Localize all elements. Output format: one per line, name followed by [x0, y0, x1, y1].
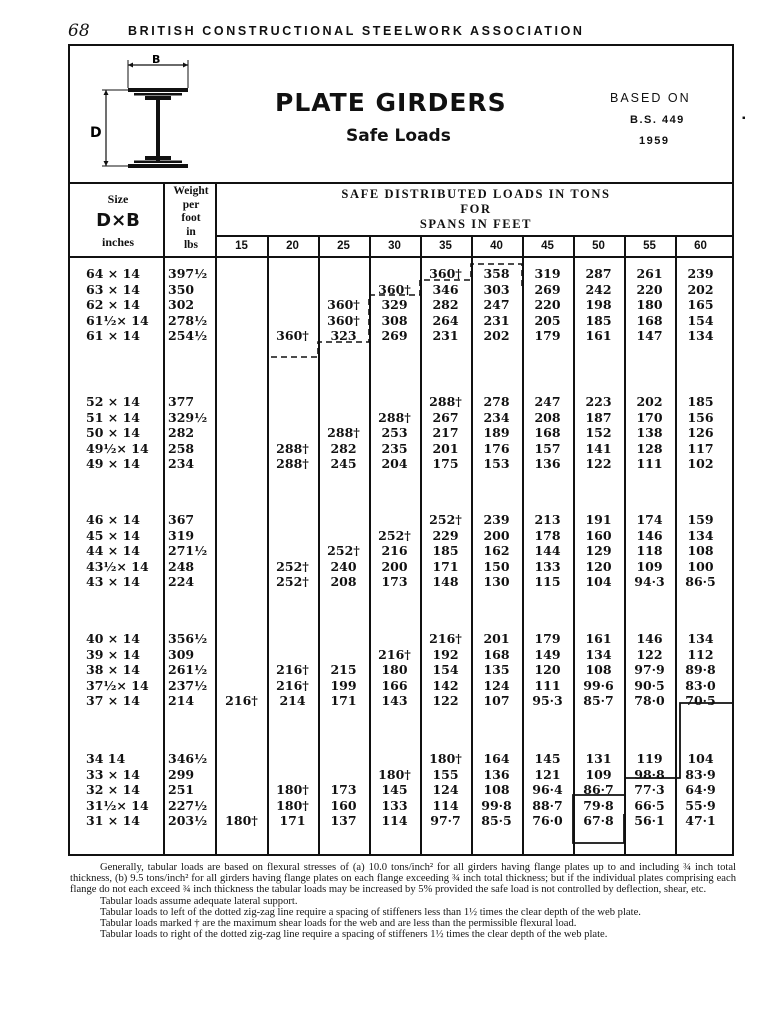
- safe-load-value: 171: [432, 558, 459, 574]
- girder-weight: 319: [168, 527, 195, 543]
- weight-loads-divider: [215, 182, 217, 854]
- size-units-header: inches: [101, 235, 134, 249]
- safe-load-value: 120: [585, 558, 612, 574]
- safe-load-value: 216†: [225, 693, 258, 708]
- publisher-heading: BRITISH CONSTRUCTIONAL STEELWORK ASSOCIATION: [128, 24, 585, 38]
- safe-load-value: 129: [585, 543, 612, 558]
- safe-load-value: 308: [381, 312, 408, 328]
- safe-load-value: 126: [687, 425, 714, 440]
- span-heading: 25: [337, 240, 350, 252]
- span-heading: 60: [694, 240, 707, 252]
- figure-label-b: B: [152, 53, 161, 66]
- safe-load-value: 97·9: [634, 662, 665, 677]
- safe-load-value: 240: [330, 558, 357, 574]
- girder-weight: 346½: [168, 751, 208, 766]
- safe-load-value: 208: [330, 574, 357, 589]
- safe-load-value: 288†: [378, 409, 411, 425]
- safe-load-value: 161: [585, 631, 612, 646]
- standard-year: 1959: [639, 135, 670, 147]
- girder-size: 46 × 14: [86, 512, 140, 527]
- safe-load-value: 288†: [327, 425, 360, 440]
- safe-load-value: 118: [636, 543, 663, 558]
- safe-load-value: 124: [432, 782, 459, 797]
- safe-load-value: 288†: [276, 440, 309, 456]
- span-heading: 30: [388, 240, 401, 252]
- girder-size: 32 × 14: [86, 782, 140, 797]
- safe-load-value: 329: [381, 297, 408, 312]
- safe-loads-header-for: FOR: [460, 202, 492, 216]
- girder-size: 31 × 14: [86, 813, 140, 828]
- safe-load-value: 360†: [327, 312, 360, 328]
- safe-load-value: 115: [534, 574, 561, 589]
- safe-load-value: 242: [585, 281, 612, 297]
- safe-load-value: 198: [585, 297, 612, 312]
- girder-size: 50 × 14: [86, 425, 140, 440]
- safe-load-value: 360†: [429, 266, 462, 281]
- safe-load-value: 83·9: [685, 766, 716, 782]
- safe-load-value: 108: [585, 662, 612, 677]
- safe-load-value: 67·8: [583, 813, 614, 828]
- safe-load-value: 155: [432, 766, 459, 782]
- girder-weight: 227½: [168, 797, 208, 813]
- safe-load-value: 168: [636, 312, 663, 328]
- safe-load-value: 150: [483, 558, 510, 574]
- safe-load-value: 64·9: [685, 782, 716, 797]
- safe-load-value: 86·7: [583, 782, 614, 797]
- girder-size: 34 14: [86, 751, 126, 766]
- figure-label-d: D: [90, 125, 102, 141]
- safe-load-value: 282: [432, 297, 459, 312]
- safe-load-value: 89·8: [685, 662, 716, 677]
- safe-load-value: 154: [687, 312, 714, 328]
- safe-load-value: 124: [483, 677, 510, 693]
- safe-load-value: 231: [483, 312, 510, 328]
- safe-load-value: 287: [585, 266, 612, 281]
- safe-load-value: 111: [534, 677, 561, 693]
- girder-size: 39 × 14: [86, 646, 140, 662]
- weight-header-line: foot: [181, 212, 201, 224]
- safe-load-value: 168: [483, 646, 510, 662]
- safe-load-value: 229: [432, 527, 459, 543]
- safe-load-value: 120: [534, 662, 561, 677]
- safe-load-value: 94·3: [634, 574, 665, 589]
- footnote-paragraph: Tabular loads to left of the dotted zig-zag line require a spacing of stiffeners less than 1½ times the clear depth of the web plate.: [100, 906, 641, 918]
- safe-load-value: 216: [381, 543, 408, 558]
- safe-load-value: 231: [432, 328, 459, 343]
- girder-weight: 258: [168, 440, 195, 456]
- safe-load-value: 156: [687, 409, 714, 425]
- safe-load-value: 160: [330, 797, 357, 813]
- safe-load-value: 159: [687, 512, 714, 527]
- safe-load-value: 205: [534, 312, 561, 328]
- safe-load-value: 282: [330, 440, 357, 456]
- safe-load-value: 76·0: [532, 813, 563, 828]
- safe-load-value: 180†: [276, 797, 309, 813]
- span-heading: 15: [235, 240, 248, 252]
- size-weight-divider: [163, 182, 165, 854]
- safe-load-value: 122: [636, 646, 663, 662]
- girder-size: 49½× 14: [86, 440, 149, 456]
- document-subtitle: Safe Loads: [346, 126, 451, 146]
- safe-load-value: 70·5: [685, 693, 716, 708]
- safe-load-value: 214: [279, 693, 306, 708]
- girder-weight: 367: [168, 512, 195, 527]
- safe-load-value: 191: [585, 512, 612, 527]
- safe-load-value: 102: [687, 456, 714, 471]
- safe-load-value: 147: [636, 328, 663, 343]
- safe-load-value: 278: [483, 394, 510, 409]
- girder-size: 61 × 14: [86, 328, 140, 343]
- safe-load-value: 135: [483, 662, 510, 677]
- safe-load-value: 98·8: [634, 766, 665, 782]
- girder-weight: 309: [168, 646, 195, 662]
- safe-load-value: 128: [636, 440, 663, 456]
- safe-load-value: 180†: [225, 813, 258, 828]
- safe-load-value: 141: [585, 440, 612, 456]
- safe-load-value: 78·0: [634, 693, 665, 708]
- safe-load-value: 95·3: [532, 693, 563, 708]
- safe-load-value: 99·6: [583, 677, 614, 693]
- safe-load-value: 111: [636, 456, 663, 471]
- safe-load-value: 220: [534, 297, 561, 312]
- safe-load-value: 360†: [378, 281, 411, 297]
- footnote-paragraph: Tabular loads assume adequate lateral support.: [100, 895, 298, 907]
- safe-load-value: 202: [636, 394, 663, 409]
- safe-load-value: 180†: [276, 782, 309, 797]
- safe-load-value: 192: [432, 646, 459, 662]
- safe-load-value: 66·5: [634, 797, 665, 813]
- safe-load-value: 267: [432, 409, 459, 425]
- safe-load-value: 261: [636, 266, 663, 281]
- girder-weight: 251: [168, 782, 195, 797]
- title-block: [70, 46, 732, 184]
- page-header: [66, 22, 746, 44]
- girder-weight: 329½: [168, 409, 208, 425]
- document-title: PLATE GIRDERS: [275, 88, 507, 117]
- girder-size: 37 × 14: [86, 693, 140, 708]
- safe-load-value: 145: [381, 782, 408, 797]
- safe-load-value: 247: [483, 297, 510, 312]
- weight-header: [166, 185, 216, 253]
- safe-load-value: 134: [687, 527, 714, 543]
- safe-load-value: 180: [381, 662, 408, 677]
- safe-load-value: 109: [636, 558, 663, 574]
- safe-load-value: 108: [483, 782, 510, 797]
- safe-load-value: 117: [687, 440, 714, 456]
- safe-load-value: 154: [432, 662, 459, 677]
- girder-size: 63 × 14: [86, 281, 140, 297]
- safe-load-value: 130: [483, 574, 510, 589]
- safe-load-value: 346: [432, 281, 459, 297]
- safe-load-value: 56·1: [634, 813, 665, 828]
- safe-load-value: 153: [483, 456, 510, 471]
- safe-load-value: 162: [483, 543, 510, 558]
- safe-load-value: 107: [483, 693, 510, 708]
- girder-size: 52 × 14: [86, 394, 140, 409]
- safe-load-value: 208: [534, 409, 561, 425]
- safe-load-value: 149: [534, 646, 561, 662]
- girder-size: 64 × 14: [86, 266, 140, 281]
- girder-size: 43½× 14: [86, 558, 149, 574]
- girder-weight: 237½: [168, 677, 208, 693]
- safe-load-value: 239: [687, 266, 714, 281]
- safe-load-value: 220: [636, 281, 663, 297]
- safe-load-value: 264: [432, 312, 459, 328]
- safe-load-value: 269: [534, 281, 561, 297]
- safe-load-value: 170: [636, 409, 663, 425]
- safe-load-value: 269: [381, 328, 408, 343]
- weight-header-line: in: [186, 225, 196, 238]
- page-number: 68: [68, 21, 90, 41]
- safe-load-table-frame: [68, 44, 734, 856]
- header-bottom-rule: [70, 256, 732, 258]
- girder-weight: 261½: [168, 662, 208, 677]
- footnote-paragraph: Generally, tabular loads are based on flexural stresses of (a) 10.0 tons/inch² for all girders having flange plates up to and including ¾ inch total thickness, (b) 9.5 tons/inch² for all girders having flange plates on each flange exceeding ¾ inch total thickness; but if the individual plates comprising each flange do not each exceed ¾ inch thickness the tabular loads may be increased by 5% provided the safe load is not controlled by deflection, shear, etc.: [70, 862, 736, 896]
- girder-size: 62 × 14: [86, 297, 140, 312]
- safe-load-value: 180†: [378, 766, 411, 782]
- girder-weight: 203½: [168, 813, 208, 828]
- safe-load-value: 174: [636, 512, 663, 527]
- safe-load-value: 216†: [429, 631, 462, 646]
- safe-load-value: 189: [483, 425, 510, 440]
- girder-size: 45 × 14: [86, 527, 140, 543]
- safe-load-value: 360†: [276, 328, 309, 343]
- safe-load-value: 136: [483, 766, 510, 782]
- based-on-label: BASED ON: [610, 91, 691, 105]
- safe-load-value: 134: [687, 631, 714, 646]
- standard-label: B.S. 449: [630, 114, 685, 126]
- span-heading: 35: [439, 240, 452, 252]
- weight-header-line: per: [182, 198, 200, 211]
- girder-weight: 377: [168, 394, 195, 409]
- girder-size: 31½× 14: [86, 797, 149, 813]
- safe-load-value: 108: [687, 543, 714, 558]
- safe-load-value: 160: [585, 527, 612, 543]
- girder-size: 43 × 14: [86, 574, 140, 589]
- safe-load-value: 131: [585, 751, 612, 766]
- footnote-paragraph: Tabular loads marked † are the maximum shear loads for the web and are less than the permissible flexural load.: [100, 918, 577, 930]
- safe-load-value: 252†: [378, 527, 411, 543]
- safe-load-value: 47·1: [685, 813, 716, 828]
- safe-load-value: 134: [687, 328, 714, 343]
- girder-size: 37½× 14: [86, 677, 149, 693]
- girder-weight: 282: [168, 425, 195, 440]
- girder-weight: 350: [168, 281, 195, 297]
- span-heading: 20: [286, 240, 299, 252]
- safe-load-value: 360†: [327, 297, 360, 312]
- girder-weight: 278½: [168, 312, 208, 328]
- safe-load-value: 234: [483, 409, 510, 425]
- safe-load-value: 252†: [327, 543, 360, 558]
- safe-load-value: 121: [534, 766, 561, 782]
- span-heading: 50: [592, 240, 605, 252]
- girder-weight: 302: [168, 297, 195, 312]
- safe-load-value: 112: [687, 646, 714, 662]
- safe-load-value: 179: [534, 631, 561, 646]
- safe-load-value: 133: [381, 797, 408, 813]
- safe-load-value: 83·0: [685, 677, 716, 693]
- safe-load-value: 358: [483, 266, 510, 281]
- girder-weight: 224: [168, 574, 195, 589]
- safe-load-value: 122: [432, 693, 459, 708]
- girder-size: 40 × 14: [86, 631, 140, 646]
- safe-load-value: 202: [483, 328, 510, 343]
- safe-load-value: 178: [534, 527, 561, 543]
- safe-load-value: 252†: [429, 512, 462, 527]
- safe-load-value: 303: [483, 281, 510, 297]
- safe-load-value: 144: [534, 543, 561, 558]
- girder-weight: 214: [168, 693, 195, 708]
- plate-girder-section-icon: [90, 52, 200, 176]
- safe-load-value: 146: [636, 527, 663, 543]
- safe-load-value: 109: [585, 766, 612, 782]
- girder-weight: 271½: [168, 543, 208, 558]
- girder-weight: 248: [168, 558, 195, 574]
- safe-load-value: 157: [534, 440, 561, 456]
- safe-load-value: 319: [534, 266, 561, 281]
- margin-mark: ▪: [742, 113, 746, 124]
- safe-load-value: 164: [483, 751, 510, 766]
- girder-weight: 234: [168, 456, 195, 471]
- size-header: Size: [107, 192, 129, 206]
- safe-load-value: 201: [432, 440, 459, 456]
- span-heading: 40: [490, 240, 503, 252]
- span-header-rule: [215, 235, 732, 237]
- safe-load-value: 173: [381, 574, 408, 589]
- girder-size: 44 × 14: [86, 543, 140, 558]
- safe-load-value: 104: [585, 574, 612, 589]
- safe-load-value: 168: [534, 425, 561, 440]
- safe-load-value: 100: [687, 558, 714, 574]
- safe-load-value: 179: [534, 328, 561, 343]
- safe-load-value: 134: [585, 646, 612, 662]
- safe-load-value: 223: [585, 394, 612, 409]
- footnotes: [70, 862, 736, 940]
- girder-weight: 397½: [168, 266, 208, 281]
- safe-load-value: 114: [432, 797, 459, 813]
- safe-load-value: 204: [381, 456, 408, 471]
- safe-load-value: 99·8: [481, 797, 512, 813]
- safe-load-value: 165: [687, 297, 714, 312]
- safe-load-value: 114: [381, 813, 408, 828]
- girder-weight: 299: [168, 766, 195, 782]
- safe-load-value: 215: [330, 662, 357, 677]
- safe-load-value: 171: [330, 693, 357, 708]
- safe-load-value: 201: [483, 631, 510, 646]
- safe-load-value: 142: [432, 677, 459, 693]
- safe-load-value: 148: [432, 574, 459, 589]
- girder-size: 38 × 14: [86, 662, 140, 677]
- safe-load-value: 133: [534, 558, 561, 574]
- safe-load-value: 175: [432, 456, 459, 471]
- safe-load-value: 288†: [429, 394, 462, 409]
- safe-load-value: 176: [483, 440, 510, 456]
- footnote-paragraph: Tabular loads to right of the dotted zig-zag line require a spacing of stiffeners 1½ times the clear depth of the web plate.: [100, 929, 608, 941]
- safe-load-value: 200: [381, 558, 408, 574]
- safe-load-value: 79·8: [583, 797, 614, 813]
- safe-load-value: 185: [585, 312, 612, 328]
- safe-load-value: 200: [483, 527, 510, 543]
- safe-load-value: 185: [432, 543, 459, 558]
- safe-load-value: 88·7: [532, 797, 563, 813]
- safe-load-value: 161: [585, 328, 612, 343]
- safe-load-value: 213: [534, 512, 561, 527]
- girder-weight: 254½: [168, 328, 208, 343]
- safe-load-value: 55·9: [685, 797, 716, 813]
- safe-load-value: 323: [330, 328, 357, 343]
- safe-load-value: 252†: [276, 558, 309, 574]
- safe-loads-header-spans: SPANS IN FEET: [419, 217, 533, 231]
- safe-load-value: 245: [330, 456, 357, 471]
- safe-load-value: 180: [636, 297, 663, 312]
- girder-size: 51 × 14: [86, 409, 140, 425]
- safe-load-value: 97·7: [430, 813, 461, 828]
- safe-load-value: 171: [279, 813, 306, 828]
- girder-size: 49 × 14: [86, 456, 140, 471]
- safe-load-value: 136: [534, 456, 561, 471]
- safe-load-value: 199: [330, 677, 357, 693]
- safe-load-value: 166: [381, 677, 408, 693]
- safe-load-value: 85·5: [481, 813, 512, 828]
- safe-load-value: 216†: [276, 662, 309, 677]
- weight-header-line: Weight: [173, 185, 209, 197]
- safe-load-value: 288†: [276, 456, 309, 471]
- safe-load-value: 216†: [378, 646, 411, 662]
- safe-load-value: 202: [687, 281, 714, 297]
- safe-load-value: 146: [636, 631, 663, 646]
- safe-load-value: 90·5: [634, 677, 665, 693]
- size-dxb-header: D×B: [96, 210, 140, 231]
- girder-size: 33 × 14: [86, 766, 140, 782]
- safe-load-value: 85·7: [583, 693, 614, 708]
- weight-header-line: lbs: [183, 239, 199, 251]
- safe-loads-header: SAFE DISTRIBUTED LOADS IN TONS: [341, 187, 611, 201]
- safe-load-value: 252†: [276, 574, 309, 589]
- safe-load-value: 145: [534, 751, 561, 766]
- safe-load-value: 253: [381, 425, 408, 440]
- safe-load-value: 86·5: [685, 574, 716, 589]
- safe-load-value: 216†: [276, 677, 309, 693]
- safe-load-value: 187: [585, 409, 612, 425]
- safe-load-value: 77·3: [634, 782, 665, 797]
- span-heading: 55: [643, 240, 656, 252]
- safe-load-value: 143: [381, 693, 408, 708]
- safe-load-value: 235: [381, 440, 408, 456]
- safe-load-value: 119: [636, 751, 663, 766]
- safe-load-value: 152: [585, 425, 612, 440]
- safe-load-value: 173: [330, 782, 357, 797]
- safe-load-value: 239: [483, 512, 510, 527]
- girder-size: 61½× 14: [86, 312, 149, 328]
- safe-load-value: 138: [636, 425, 663, 440]
- safe-load-value: 185: [687, 394, 714, 409]
- safe-load-value: 104: [687, 751, 714, 766]
- safe-load-value: 247: [534, 394, 561, 409]
- girder-weight: 356½: [168, 631, 208, 646]
- safe-load-value: 180†: [429, 751, 462, 766]
- safe-load-value: 96·4: [532, 782, 563, 797]
- span-heading: 45: [541, 240, 554, 252]
- safe-load-value: 122: [585, 456, 612, 471]
- safe-load-value: 217: [432, 425, 459, 440]
- safe-load-value: 137: [330, 813, 357, 828]
